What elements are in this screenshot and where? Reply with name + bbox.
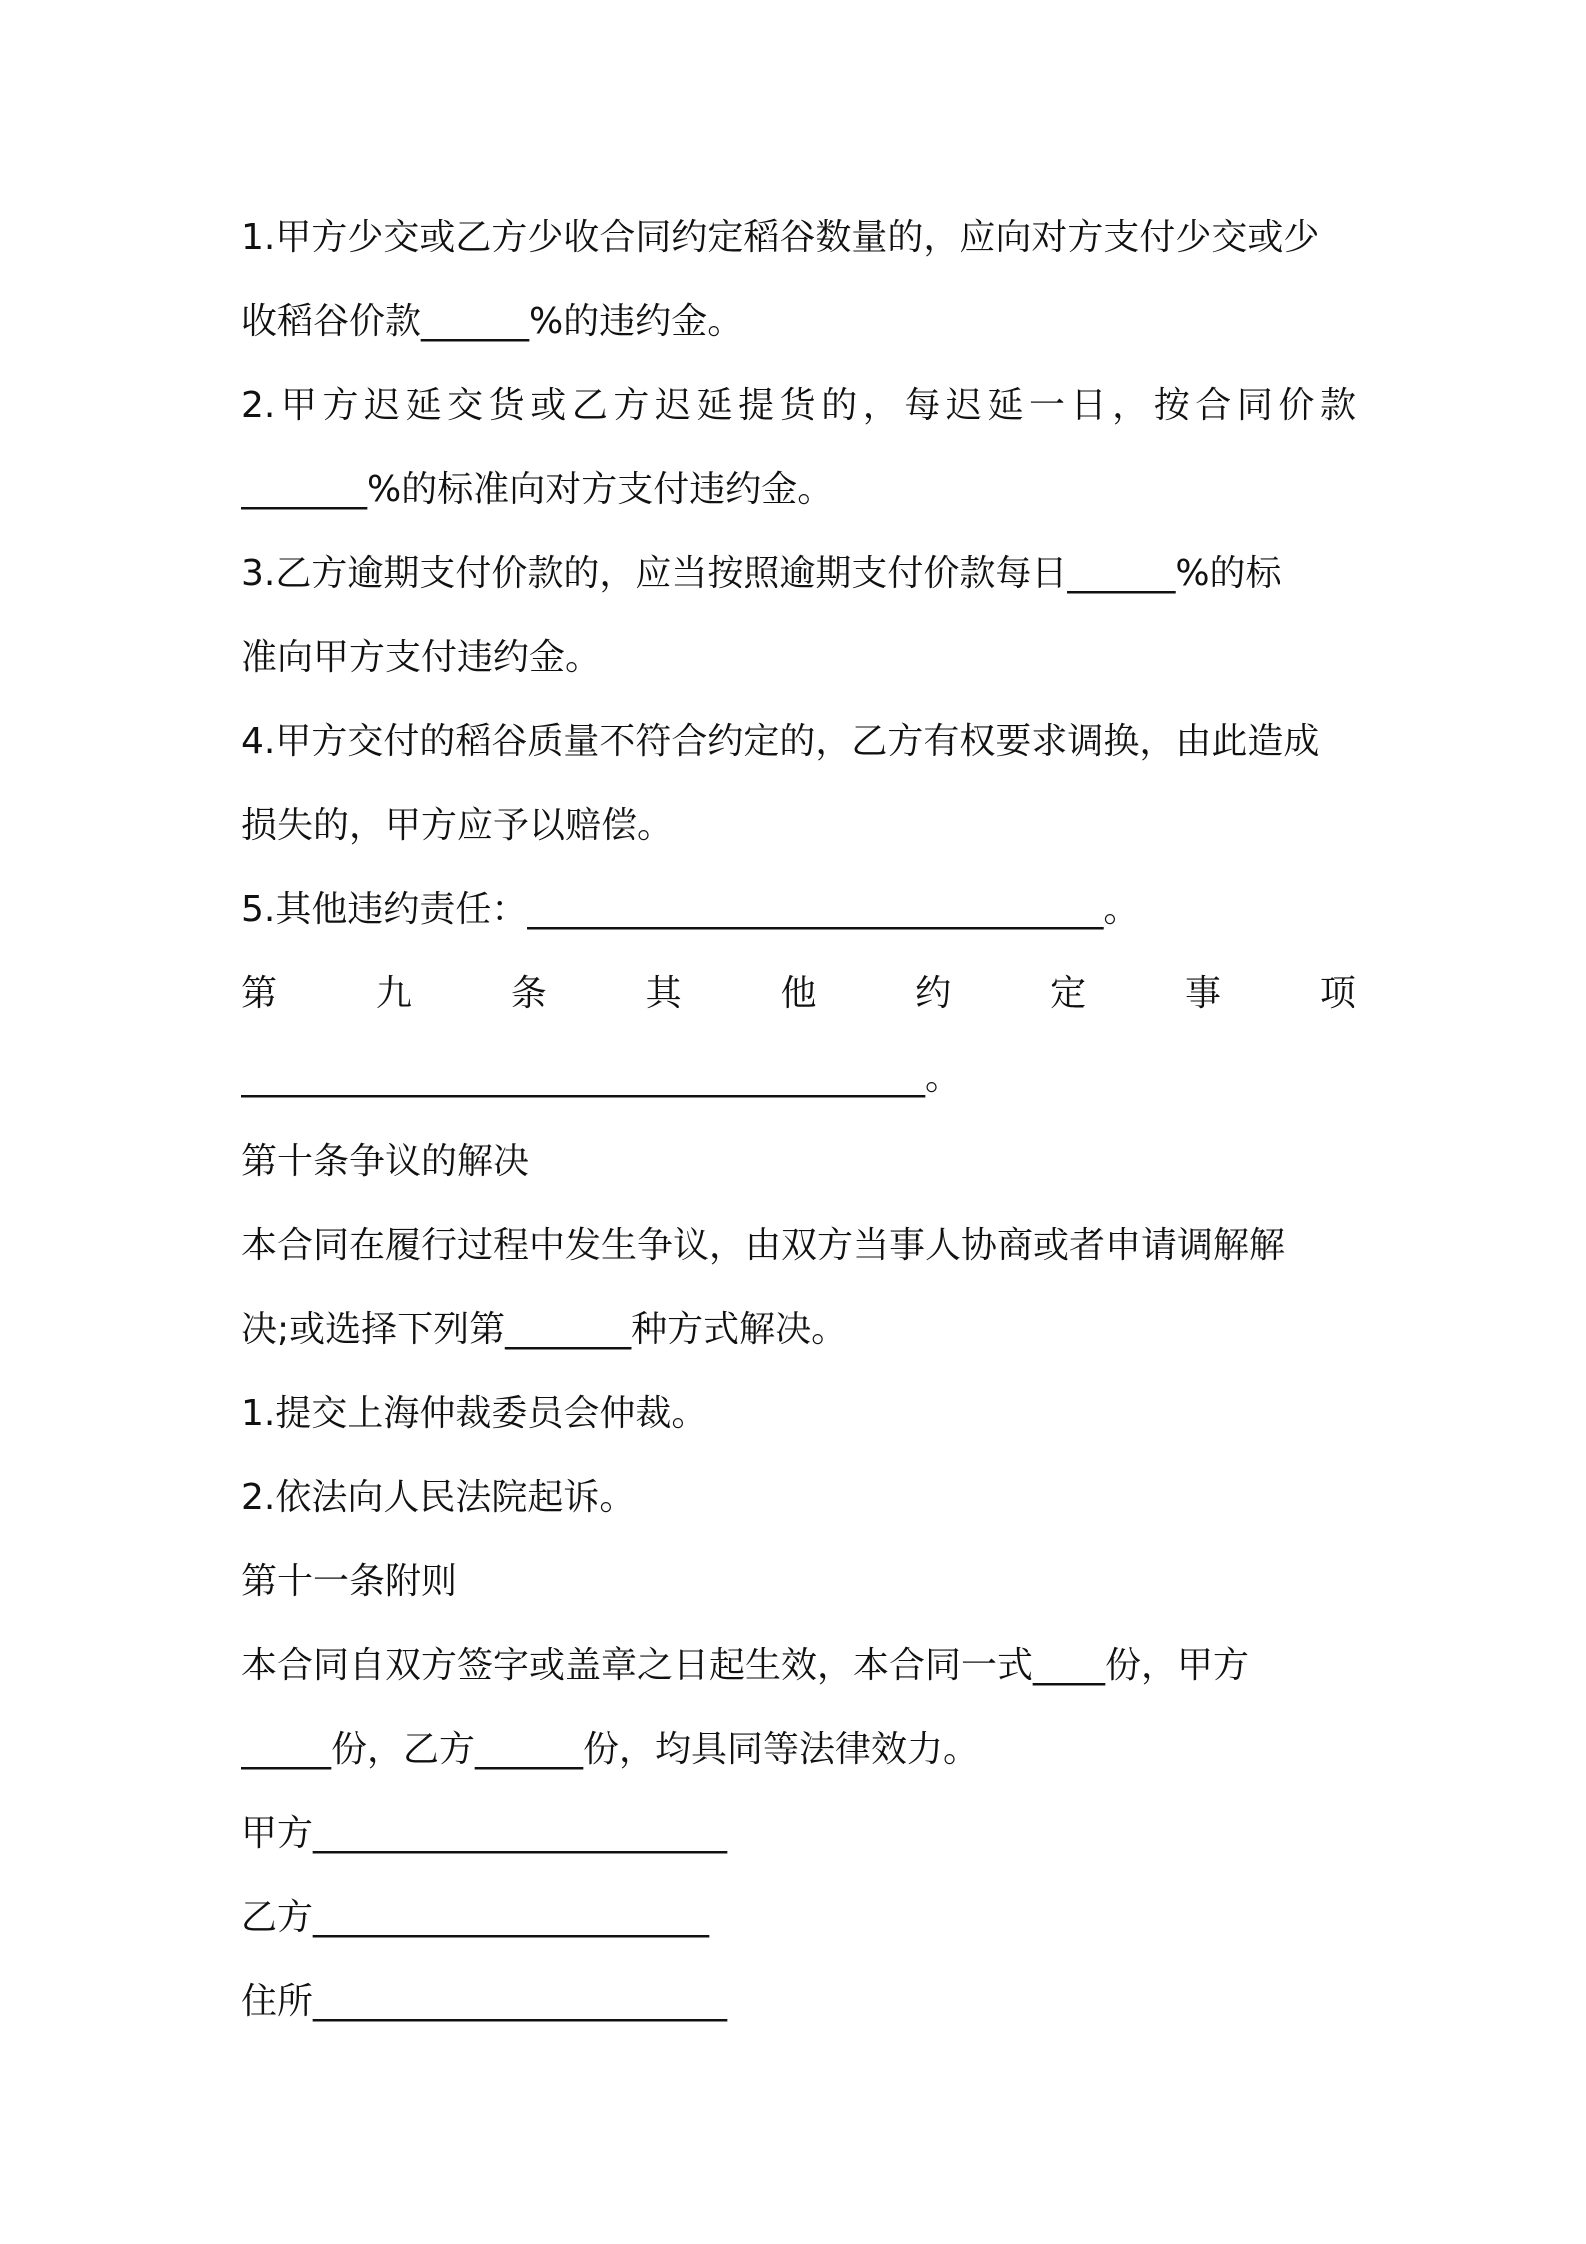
article-9-char: 他 bbox=[780, 973, 817, 1014]
address-line: 住所_______________________ bbox=[241, 1981, 728, 2022]
clause-3-line-1: 3.乙方逾期支付价款的，应当按照逾期支付价款每日______%的标 bbox=[241, 553, 1282, 594]
clause-5-line: 5.其他违约责任：________________________________。 bbox=[241, 889, 1140, 930]
article-11-line-1: 本合同自双方签字或盖章之日起生效，本合同一式____份，甲方 bbox=[241, 1645, 1250, 1686]
dispute-option-2: 2.依法向人民法院起诉。 bbox=[241, 1477, 636, 1518]
article-9-char: 项 bbox=[1319, 973, 1356, 1014]
party-b-signature-line: 乙方______________________ bbox=[241, 1897, 710, 1938]
party-a-signature-line: 甲方_______________________ bbox=[241, 1813, 728, 1854]
article-9-char: 定 bbox=[1050, 973, 1087, 1014]
article-9-char: 约 bbox=[915, 973, 952, 1014]
article-9-char: 第 bbox=[241, 973, 278, 1014]
article-11-heading: 第十一条附则 bbox=[241, 1561, 458, 1602]
article-9-char: 其 bbox=[645, 973, 682, 1014]
clause-2-line-2: _______%的标准向对方支付违约金。 bbox=[241, 469, 834, 510]
contract-text bbox=[241, 196, 1356, 2044]
article-10-line-2: 决;或选择下列第_______种方式解决。 bbox=[241, 1309, 848, 1350]
clause-1-line-2: 收稻谷价款______%的违约金。 bbox=[241, 301, 744, 342]
article-11-line-2: _____份，乙方______份，均具同等法律效力。 bbox=[241, 1729, 980, 1770]
clause-1-line-1: 1.甲方少交或乙方少收合同约定稻谷数量的，应向对方支付少交或少 bbox=[241, 217, 1320, 258]
clause-3-line-2: 准向甲方支付违约金。 bbox=[241, 637, 602, 678]
dispute-option-1: 1.提交上海仲裁委员会仲裁。 bbox=[241, 1393, 708, 1434]
article-9-heading bbox=[241, 952, 1356, 1036]
clause-4-line-1: 4.甲方交付的稻谷质量不符合约定的，乙方有权要求调换，由此造成 bbox=[241, 721, 1320, 762]
article-9-char: 事 bbox=[1185, 973, 1222, 1014]
article-9-blank-line: ______________________________________。 bbox=[241, 1057, 961, 1098]
article-10-line-1: 本合同在履行过程中发生争议，由双方当事人协商或者申请调解解 bbox=[241, 1225, 1286, 1266]
clause-2-line-1: 2.甲方迟延交货或乙方迟延提货的，每迟延一日，按合同价款 bbox=[241, 385, 1356, 426]
clause-4-line-2: 损失的，甲方应予以赔偿。 bbox=[241, 805, 674, 846]
article-9-char: 九 bbox=[375, 973, 412, 1014]
article-10-heading: 第十条争议的解决 bbox=[241, 1141, 530, 1182]
article-9-char: 条 bbox=[510, 973, 547, 1014]
